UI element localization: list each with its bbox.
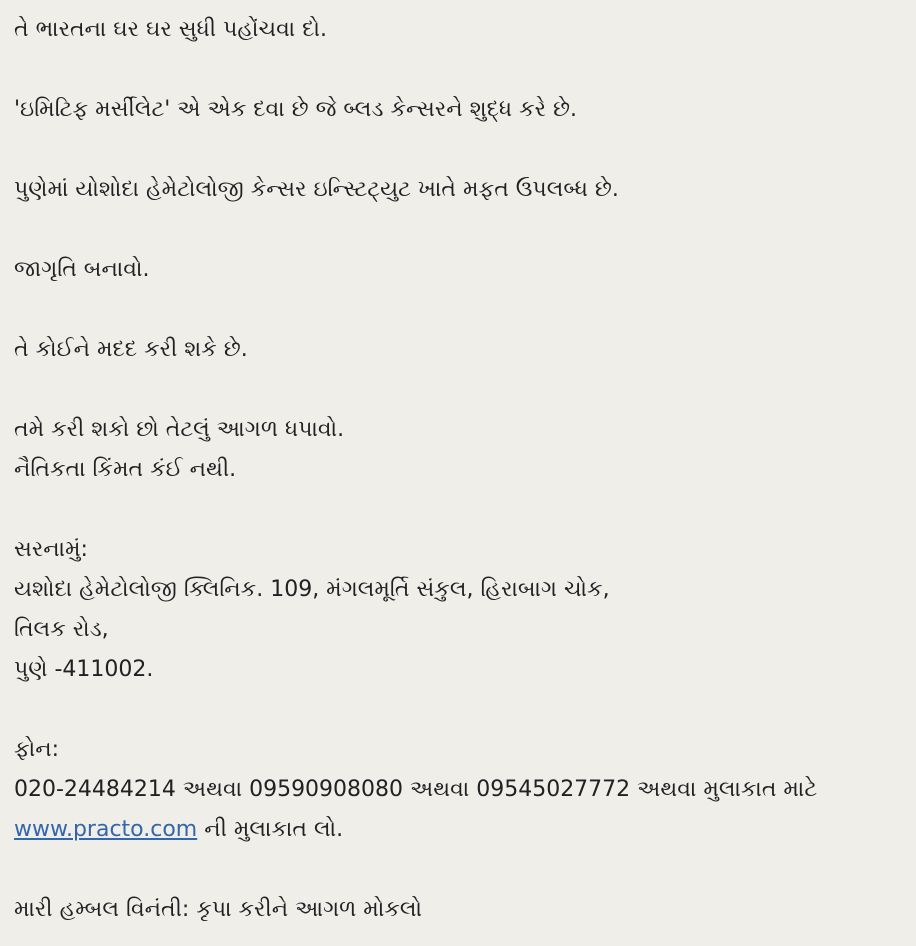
text-line: તમે કરી શકો છો તેટલું આગળ ધપાવો. [14, 417, 345, 442]
text-line: પુણેમાં યોશોદા હેમેટોલોજી કેન્સર ઇન્સ્ટિટ્યુટ ખાતે મફત ઉપલબ્ધ છે. [14, 177, 619, 202]
link-line [14, 810, 902, 850]
text-line: નૈતિકતા કિંમત કંઈ નથી. [14, 457, 237, 482]
address-label: સરનામું: [14, 537, 88, 562]
text-line: તે ભારતના ઘર ઘર સુધી પહોંચવા દો. [14, 17, 327, 42]
phone-numbers: 020-24484214 અથવા 09590908080 અથવા 09545027772 અથવા મુલાકાત માટે [14, 777, 818, 802]
blank-line [14, 850, 902, 890]
blank-line [14, 210, 902, 250]
address-line: તિલક રોડ, [14, 617, 109, 642]
phone-label: ફોન: [14, 737, 60, 762]
blank-line [14, 690, 902, 730]
text-line: 'ઇમિટિફ મર્સીલેટ' એ એક દવા છે જે બ્લડ કેન્સરને શુદ્ધ કરે છે. [14, 97, 577, 122]
blank-line [14, 290, 902, 330]
link-suffix: ની મુલાકાત લો. [197, 817, 344, 842]
address-line: પુણે -411002. [14, 657, 154, 682]
blank-line [14, 130, 902, 170]
closing-request: મારી હમ્બલ વિનંતી: કૃપા કરીને આગળ મોકલો [14, 897, 422, 922]
practo-link[interactable]: www.practo.com [14, 817, 198, 842]
blank-line [14, 50, 902, 90]
blank-line [14, 490, 902, 530]
text-line: તે કોઈને મદદ કરી શકે છે. [14, 337, 248, 362]
text-line: જાગૃતિ બનાવો. [14, 257, 150, 282]
blank-line [14, 370, 902, 410]
address-line: યશોદા હેમેટોલોજી ક્લિનિક. 109, મંગલમૂર્તિ સંકુલ, હિરાબાગ ચોક, [14, 577, 610, 602]
